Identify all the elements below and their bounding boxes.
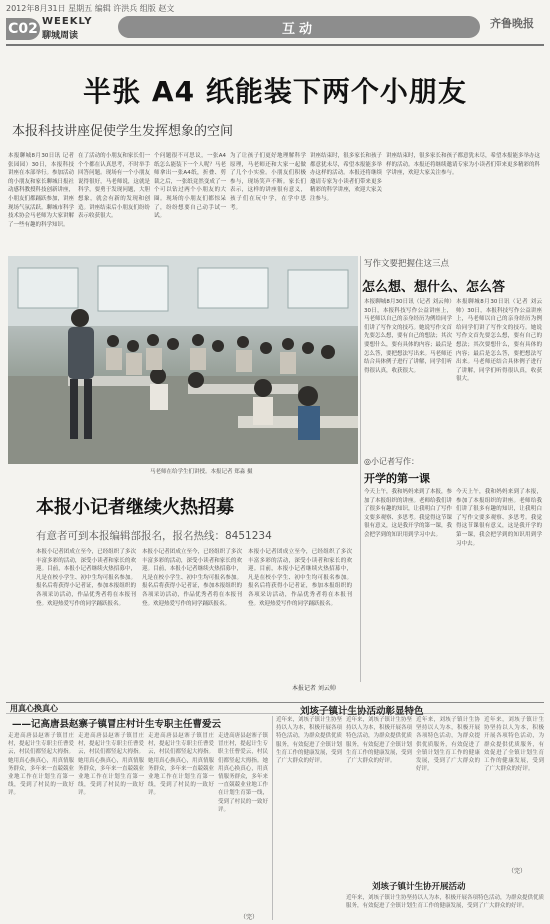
classroom-scene [8,256,358,464]
lead-column-1: 本报聊城8月30日讯 记者张园园）30日，本报科技讲座在本部举行。参加活动的小朋友和家长聊城日报社动感科教授科技创新讲座，小朋友们都踊跃参加，讲座现场气氛活跃。聊城市科学技术协会马老师为大家讲解了一些有趣的科学知识。 [8,153,74,228]
weekly-cn: 聊城周读 [42,31,79,41]
bottom-divider [272,716,273,920]
lead-subheadline: 本报科技讲座促使学生发挥想象的空间 [12,124,234,139]
section-banner: 互动 [118,16,480,38]
date-line: 2012年8月31日 星期五 编辑 许洪兵 组版 赵文 [6,4,175,13]
lead-column-6: 讲座结束时，很多家长和孩子都意犹未尽，希望本报能多举办这样的活动。本报还将继续邀请专家为小读者们带来更多精彩的科学讲座，欢迎大家关注参与。 [386,153,540,177]
recruit-signature: 本报记者 刘云帅 [292,685,336,692]
classroom-photo [8,256,358,464]
lead-column-3: 个问题很不可思议，一张A4纸怎么能装下一个人呢？马老师拿出一张A4纸，折叠、剪裁之后，一张纸竟然变成了一个可以钻过两个小朋友的大圈。现场的小朋友们都惊呆了，纷纷想要自己动手试一试。 [154,153,226,220]
bottom-right-sub-body: 近年来，刘垓子镇计生协坚持以人为本，积极开展各项特色活动，为群众提供优质服务，有效促进了全镇计划生育工作的健康发展，受到了广大群众的好评。 [346,895,544,910]
bottom-left-end: （完） [240,914,259,921]
side-body-col-2: 本报聊城8月30日讯（记者 刘云帅）30日，本报科技写作公益讲座上，马老师以自己的亲身经历为例给同学们讲了写作文的技巧。她说写作文首先要怎么想，要有自己的想法；其次要想什么，要有具体的内容；最后是怎么答，要把想法写出来。马老师还结合具体例子进行了讲解，同学们听得很认真，收获很大。 [456,299,542,383]
bottom-col-8: 近年来，刘垓子镇计生协坚持以人为本，积极开展各项特色活动，为群众提供优质服务，有效促进了全镇计划生育工作的健康发展，受到了广大群众的好评。 [484,717,544,773]
bottom-right-title: 刘垓子镇计生协活动彰显特色 [300,706,424,717]
header-rule [6,44,544,46]
side-body-col-1: 本报聊城8月30日讯（记者 刘云帅）30日，本报科技写作公益讲座上，马老师以自己的亲身经历为例给同学们讲了写作文的技巧。她说写作文首先要怎么想，要有自己的想法；其次要想什么，要有具体的内容；最后是怎么答，要把想法写出来。马老师还结合具体例子进行了讲解，同学们听得很认真，收获很大。 [364,299,452,374]
bottom-left-label: 用真心换真心 [10,704,58,713]
lead-column-4: 为了让孩子们更好地理解科学原理，马老师还和大家一起做了几个小实验。小朋友们积极参与，现场笑声不断。家长们表示，这样的讲座很有意义，孩子们在玩中学，在学中思考。 [230,153,306,211]
bottom-right-end: （完） [508,868,527,875]
section-number: C02 [6,18,40,40]
bottom-col-7: 近年来，刘垓子镇计生协坚持以人为本，积极开展各项特色活动，为群众提供优质服务，有效促进了全镇计划生育工作的健康发展，受到了广大群众的好评。 [416,717,480,773]
bottom-col-5: 近年来，刘垓子镇计生协坚持以人为本，积极开展各项特色活动，为群众提供优质服务，有效促进了全镇计划生育工作的健康发展，受到了广大群众的好评。 [276,717,342,765]
lead-headline: 半张 A4 纸能装下两个小朋友 [83,75,467,108]
recruit-body-col-2: 本报小记者团成立至今，已经组织了多次丰富多彩的活动，深受小读者和家长的欢迎。目前，本报小记者继续火热招募中，凡是在校小学生、初中生均可报名参加。报名后将获得小记者证，参加本报组织的各项采访活动，作品优秀者将在本报刊登。欢迎热爱写作的同学踊跃报名。 [142,549,242,607]
bottom-col-4: 走进高唐县赵寨子镇冒庄村，提起计生专职主任曹爱云，村民们都竖起大拇指。她用真心换真心，用真情服务群众，多年来一直兢兢业业地工作在计划生育第一线，受到了村民的一致好评。 [218,733,268,813]
bottom-right-sub-title: 刘垓子镇计生协开展活动 [372,882,466,892]
recruit-body-col-1: 本报小记者团成立至今，已经组织了多次丰富多彩的活动，深受小读者和家长的欢迎。目前，本报小记者继续火热招募中，凡是在校小学生、初中生均可报名参加。报名后将获得小记者证，参加本报组织的各项采访活动，作品优秀者将在本报刊登。欢迎热爱写作的同学踊跃报名。 [36,549,136,607]
recruit-subheadline: 有意者可到本报编辑部报名，报名热线：8451234 [36,530,272,542]
sub-kicker: ◎小记者写作： [364,457,419,466]
side-title: 怎么想、想什么、怎么答 [362,280,506,295]
sub-body-col-2: 今天上午，我和妈妈来到了本报，参加了本报组织的讲座。老师给我们讲了很多有趣的知识，让我明白了写作文要多观察、多思考。我觉得这节课很有意义，这是我开学的第一课，我会把学到的知识用到学习中去。 [456,489,542,547]
lead-column-2: 在了活动的小朋友和家长们一个个都在认真思考，不时举手回答问题。现场有一个小朋友说得很好，马老师说，这就是科学，要勇于发现问题，大胆想象，就会有新的发现和创造。讲座结束后小朋友们纷纷表示收获很大。 [78,153,150,220]
sub-body-col-1: 今天上午，我和妈妈来到了本报，参加了本报组织的讲座。老师给我们讲了很多有趣的知识，让我明白了写作文要多观察、多思考。我觉得这节课很有意义，这是我开学的第一课，我会把学到的知识用到学习中去。 [364,489,452,538]
recruit-headline: 本报小记者继续火热招募 [36,497,234,518]
photo-caption: 马老师在给学生们讲授。本报记者 郑淼 摄 [150,469,253,475]
bottom-band [6,702,544,714]
column-divider [360,256,361,682]
sub-title: 开学的第一课 [364,472,430,485]
brand-logo: 齐鲁晚报 [490,17,534,30]
bottom-col-1: 走进高唐县赵寨子镇冒庄村，提起计生专职主任曹爱云，村民们都竖起大拇指。她用真心换真心，用真情服务群众，多年来一直兢兢业业地工作在计划生育第一线，受到了村民的一致好评。 [8,733,74,797]
bottom-col-3: 走进高唐县赵寨子镇冒庄村，提起计生专职主任曹爱云，村民们都竖起大拇指。她用真心换真心，用真情服务群众，多年来一直兢兢业业地工作在计划生育第一线，受到了村民的一致好评。 [148,733,214,797]
recruit-body-col-3: 本报小记者团成立至今，已经组织了多次丰富多彩的活动，深受小读者和家长的欢迎。目前，本报小记者继续火热招募中，凡是在校小学生、初中生均可报名参加。报名后将获得小记者证，参加本报组织的各项采访活动，作品优秀者将在本报刊登。欢迎热爱写作的同学踊跃报名。 [248,549,352,607]
side-kicker: 写作文要把握住这三点 [364,259,450,269]
weekly-en: WEEKLY [42,16,93,27]
lead-column-5: 讲座结束时，很多家长和孩子都意犹未尽，希望本报能多举办这样的活动。本报还将继续邀请专家为小读者们带来更多精彩的科学讲座，欢迎大家关注参与。 [310,153,382,202]
bottom-col-2: 走进高唐县赵寨子镇冒庄村，提起计生专职主任曹爱云，村民们都竖起大拇指。她用真心换真心，用真情服务群众，多年来一直兢兢业业地工作在计划生育第一线，受到了村民的一致好评。 [78,733,144,797]
bottom-col-6: 近年来，刘垓子镇计生协坚持以人为本，积极开展各项特色活动，为群众提供优质服务，有效促进了全镇计划生育工作的健康发展，受到了广大群众的好评。 [346,717,412,765]
bottom-left-title: ——记高唐县赵寨子镇冒庄村计生专职主任曹爱云 [12,719,222,730]
